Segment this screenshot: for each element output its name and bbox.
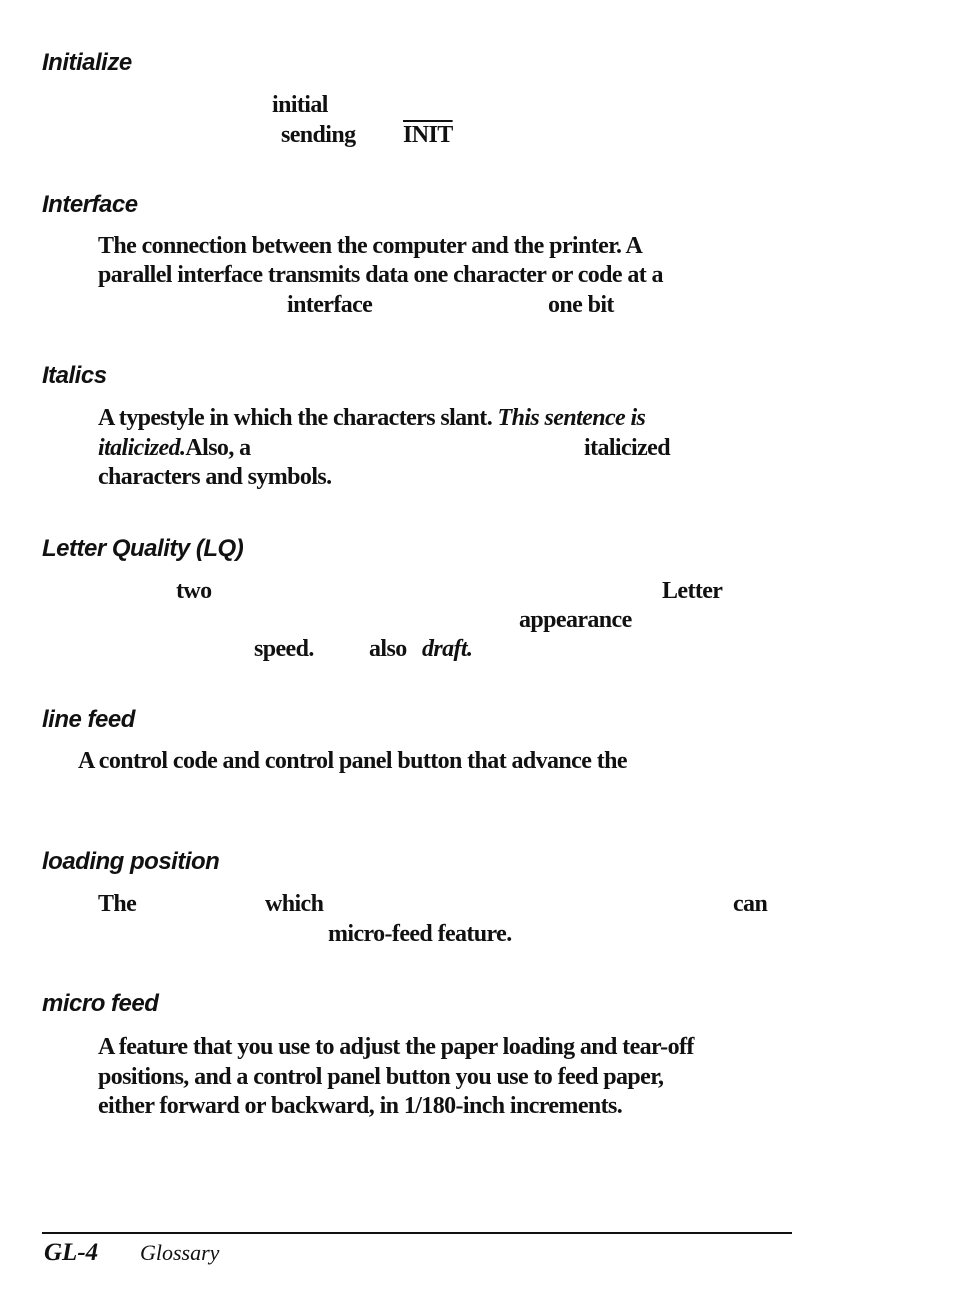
definition-text: A typestyle in which the characters slant.	[98, 405, 493, 431]
definition-text: Also, a	[185, 435, 251, 461]
definition-line: either forward or backward, in 1/180-inch increments.	[98, 1093, 623, 1119]
term-italics: Italics	[42, 362, 107, 389]
page-number: GL-4	[44, 1239, 99, 1266]
term-letter-quality: Letter Quality (LQ)	[42, 535, 244, 562]
definition-line	[98, 436, 251, 460]
fragment-letter: Letter	[662, 578, 723, 604]
italic-example: This sentence is	[497, 405, 646, 431]
definition-line: positions, and a control panel button you use to feed paper,	[98, 1064, 664, 1090]
fragment-initial: initial	[272, 92, 328, 118]
term-interface: Interface	[42, 191, 138, 218]
fragment-two: two	[176, 578, 212, 604]
footer-divider	[42, 1232, 792, 1234]
fragment-micro-feed-feature: micro-feed feature.	[328, 921, 512, 947]
definition-line: The connection between the computer and the printer. A	[98, 233, 643, 259]
fragment-sending: sending	[281, 122, 356, 148]
fragment-can: can	[733, 891, 768, 917]
fragment-the: The	[98, 891, 137, 917]
definition-line: A feature that you use to adjust the paper loading and tear-off	[98, 1034, 694, 1060]
term-loading-position: loading position	[42, 848, 220, 875]
definition-line: A control code and control panel button that advance the	[78, 748, 627, 774]
term-line-feed: line feed	[42, 706, 135, 733]
section-label: Glossary	[140, 1240, 220, 1265]
term-micro-feed: micro feed	[42, 990, 159, 1017]
fragment-appearance: appearance	[519, 607, 632, 633]
term-initialize: Initialize	[42, 49, 132, 76]
fragment-one-bit: one bit	[548, 292, 614, 318]
fragment-which: which	[265, 891, 324, 917]
definition-line	[98, 406, 645, 430]
fragment-italicized: italicized	[584, 435, 670, 461]
definition-line: parallel interface transmits data one character or code at a	[98, 262, 663, 288]
fragment-init-signal: INIT	[403, 122, 453, 148]
definition-line: characters and symbols.	[98, 464, 332, 490]
fragment-draft: draft.	[422, 636, 473, 662]
fragment-also: also	[369, 636, 407, 662]
fragment-interface: interface	[287, 292, 373, 318]
italic-example: italicized.	[98, 435, 186, 461]
fragment-speed: speed.	[254, 636, 314, 662]
